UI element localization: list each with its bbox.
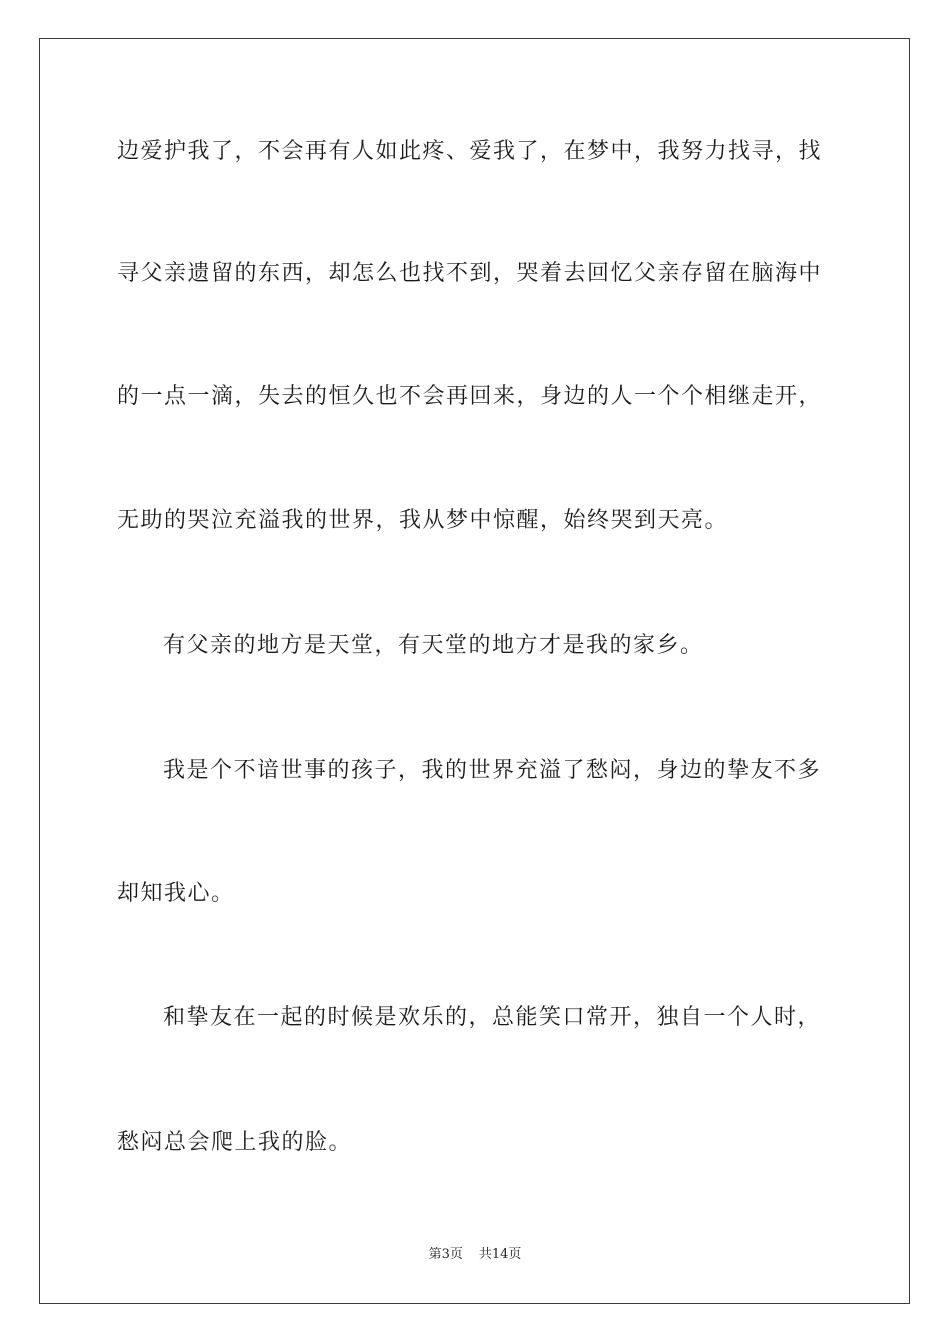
body-text-line: 愁闷总会爬上我的脸。 (117, 1130, 353, 1155)
paragraph-first-line: 我是个不谙世事的孩子，我的世界充溢了愁闷，身边的挚友不多 (163, 758, 822, 783)
body-text-line: 的一点一滴，失去的恒久也不会再回来，身边的人一个个相继走开， (117, 384, 823, 409)
page-total: 共14页 (478, 1247, 522, 1262)
page-border (39, 38, 910, 1304)
page-number: 第3页 (428, 1247, 463, 1262)
paragraph-first-line: 有父亲的地方是天堂，有天堂的地方才是我的家乡。 (163, 633, 704, 658)
body-text-line: 却知我心。 (117, 881, 235, 906)
body-text-line: 寻父亲遗留的东西，却怎么也找不到，哭着去回忆父亲存留在脑海中 (117, 261, 823, 286)
page-footer (0, 1246, 950, 1264)
body-text-line: 边爱护我了，不会再有人如此疼、爱我了，在梦中，我努力找寻，找 (117, 139, 823, 164)
paragraph-first-line: 和挚友在一起的时候是欢乐的，总能笑口常开，独自一个人时， (163, 1005, 822, 1030)
body-text-line: 无助的哭泣充溢我的世界，我从梦中惊醒，始终哭到天亮。 (117, 508, 729, 533)
